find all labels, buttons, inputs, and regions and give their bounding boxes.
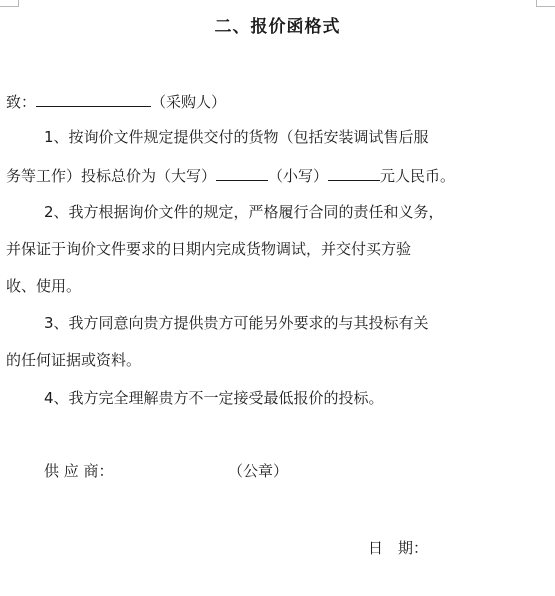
- page-corner-mark-right: [536, 0, 555, 7]
- salutation-line: [0, 90, 555, 112]
- document-title: 二、报价函格式: [214, 17, 341, 37]
- salutation-suffix: （采购人）: [151, 93, 227, 111]
- salutation-prefix: 致：: [6, 93, 37, 111]
- date-label: 日 期：: [368, 539, 429, 557]
- item-1-total-uppercase-label: 务等工作）投标总价为（大写）: [6, 167, 217, 185]
- total-lowercase-blank[interactable]: [328, 164, 380, 181]
- item-3-line-1: 3、我方同意向贵方提供贵方可能另外要求的与其投标有关: [44, 314, 429, 332]
- item-1-line-2: [0, 164, 555, 186]
- item-3-line-2: 的任何证据或资料。: [6, 351, 142, 369]
- item-2-line-1: 2、我方根据询价文件的规定，严格履行合同的责任和义务，: [44, 203, 444, 221]
- total-uppercase-blank[interactable]: [216, 164, 268, 181]
- item-4-line-1: 4、我方完全理解贵方不一定接受最低报价的投标。: [44, 389, 384, 407]
- item-2-line-2: 并保证于询价文件要求的日期内完成货物调试，并交付买方验: [6, 240, 412, 258]
- supplier-seal-label: （公章）: [228, 462, 289, 480]
- supplier-label: 供 应 商：: [44, 462, 114, 480]
- purchaser-blank[interactable]: [36, 90, 151, 107]
- item-1-line-1: 1、按询价文件规定提供交付的货物（包括安装调试售后服: [44, 128, 429, 146]
- item-2-line-3: 收、使用。: [6, 277, 82, 295]
- item-1-total-lowercase-label: （小写）: [268, 167, 329, 185]
- item-1-currency-label: 元人民币。: [380, 167, 456, 185]
- page-corner-mark-left: [0, 0, 19, 7]
